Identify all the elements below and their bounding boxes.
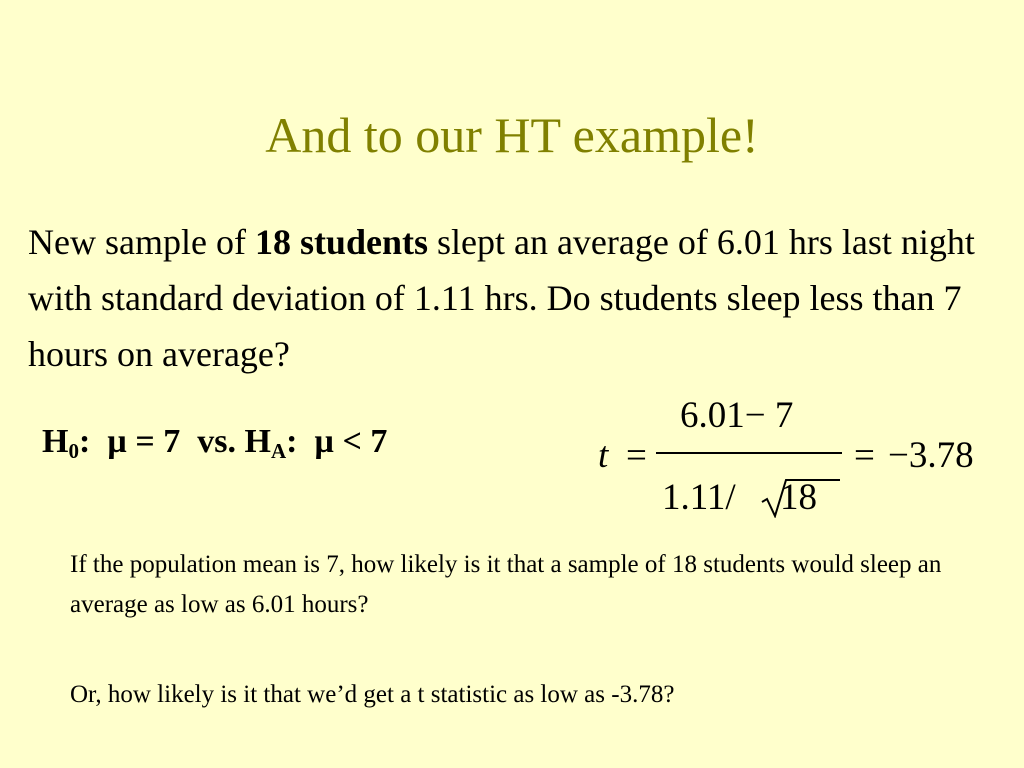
- alt-hypothesis-statement: : µ < 7: [286, 423, 388, 460]
- intro-bold-sample-size: 18 students: [254, 222, 428, 262]
- hypotheses: [42, 418, 387, 466]
- alt-hypothesis-letter: H: [244, 423, 271, 460]
- null-hypothesis-statement: : µ = 7 vs.: [78, 423, 245, 460]
- question-probability-sample-mean: If the population mean is 7, how likely is it that a sample of 18 students would sleep an average as low as 6.01 hours?: [70, 551, 942, 618]
- formula-result: −3.78: [888, 435, 974, 476]
- formula-equals-sign: =: [626, 435, 647, 476]
- t-statistic-formula: [590, 392, 1010, 522]
- formula-numerator: 6.01− 7: [680, 395, 794, 436]
- fraction-bar: [656, 452, 842, 454]
- intro-text-start: New sample of: [28, 222, 255, 262]
- intro-text-end: slept an average of 6.01 hrs last night with standard deviation of 1.11 hrs. Do students sleep less than 7 hours on average?: [28, 222, 975, 374]
- intro-paragraph: [28, 214, 1008, 382]
- formula-t-symbol: t: [598, 435, 609, 476]
- formula-radicand: 18: [780, 477, 817, 518]
- alt-hypothesis-subscript: A: [270, 439, 287, 463]
- formula-denominator: 1.11/: [662, 477, 736, 518]
- null-hypothesis-subscript: 0: [68, 439, 79, 463]
- formula-result-equals-sign: =: [854, 435, 875, 476]
- slide-title: And to our HT example!: [265, 107, 759, 163]
- question-probability-t-statistic: Or, how likely is it that we’d get a t statistic as low as -3.78?: [70, 681, 675, 708]
- null-hypothesis-letter: H: [42, 423, 69, 460]
